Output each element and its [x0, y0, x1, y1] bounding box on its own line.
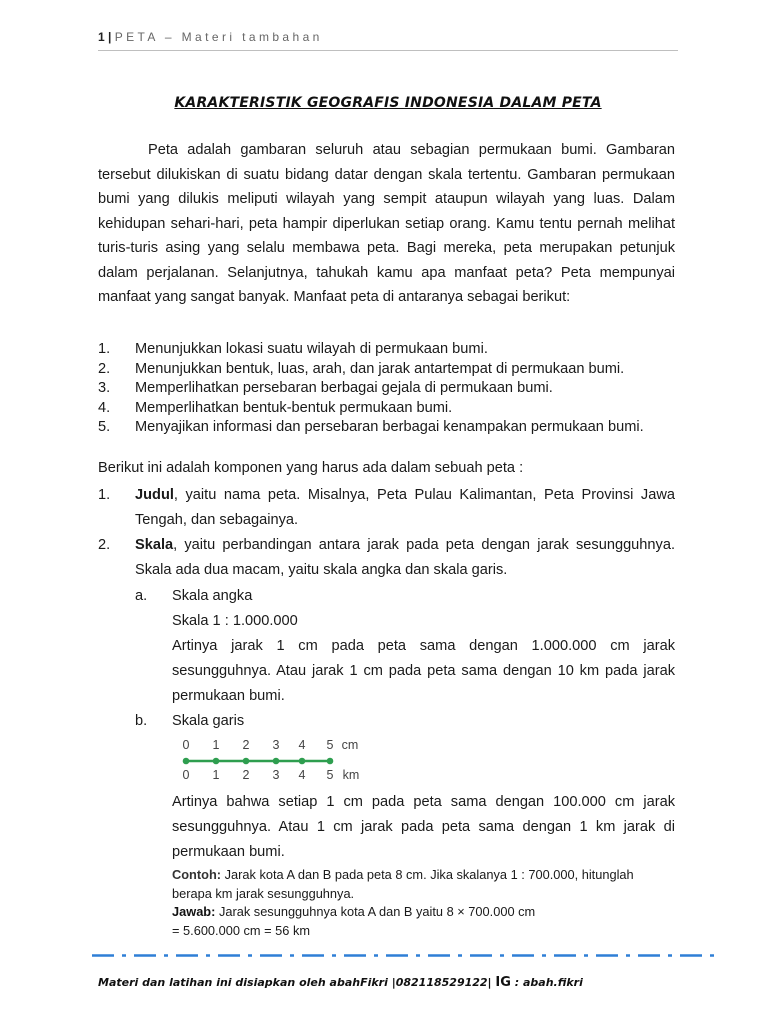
intro-paragraph: Peta adalah gambaran seluruh atau sebagian permukaan bumi. Gambaran tersebut dilukiskan di suatu bidang datar dengan skala tertentu. Gambaran permukaan bumi yang dilukis meliputi wilayah yang sempit ataupun wilayah yang luas. Dalam kehidupan sehari-hari, peta hampir diperlukan setiap orang. Kamu tentu pernah melihat turis-turis asing yang selalu membawa peta. Bagi mereka, peta merupakan petunjuk dalam perjalanan. Selanjutnya, tahukah kamu apa manfaat peta? Peta mempunyai manfaat yang sangat banyak. Manfaat peta di antaranya sebagai berikut: — [98, 142, 675, 305]
list-item: 1. Menunjukkan lokasi suatu wilayah di permukaan bumi. — [98, 341, 488, 357]
contoh-text: Jarak kota A dan B pada peta 8 cm. Jika skalanya 1 : 700.000, hitunglah berapa km jarak sesungguhnya. — [172, 867, 634, 901]
scale-tick-bottom: 2 — [242, 768, 250, 782]
jawab-result: = 5.600.000 cm = 56 km — [172, 922, 311, 938]
scale-tick-bottom: 0 — [182, 768, 190, 782]
judul-text: , yaitu nama peta. Misalnya, Peta Pulau Kalimantan, Peta Provinsi Jawa Tengah, dan sebagainya. — [135, 487, 675, 528]
scale-dot — [183, 758, 190, 765]
scale-tick-bottom: 4 — [298, 768, 306, 782]
scale-tick-top: 4 — [298, 738, 306, 752]
skala-angka-example: Skala 1 : 1.000.000 — [172, 613, 298, 629]
komponen-skala: 2. Skala, yaitu perbandingan antara jarak pada peta dengan jarak sesungguhnya. Skala ada dua macam, yaitu skala angka dan skala garis. — [98, 537, 675, 578]
scale-dot — [243, 758, 250, 765]
jawab-text: Jarak sesungguhnya kota A dan B yaitu 8 × 700.000 cm — [215, 904, 536, 919]
skala-garis-explanation-block — [135, 790, 675, 865]
skala-angka-section — [135, 584, 675, 709]
scale-dot — [327, 758, 334, 765]
scale-dot — [299, 758, 306, 765]
skala-angka-explanation: Artinya jarak 1 cm pada peta sama dengan 1.000.000 cm jarak sesungguhnya. Atau jarak 1 cm pada peta sama dengan 10 km pada jarak permukaan bumi. — [172, 638, 675, 704]
scale-tick-top: 0 — [182, 738, 190, 752]
page-number: 1 — [98, 30, 105, 44]
header-title: PETA – Materi tambahan — [114, 30, 323, 44]
skala-garis-label: Skala garis — [172, 713, 245, 729]
scale-tick-bottom: 1 — [212, 768, 220, 782]
skala-term: Skala — [135, 537, 174, 553]
scale-dot — [213, 758, 220, 765]
contoh-box — [172, 866, 677, 940]
skala-angka-label: Skala angka — [172, 588, 253, 604]
komponen-intro: Berikut ini adalah komponen yang harus ada dalam sebuah peta : — [98, 460, 524, 476]
scale-bar-graphic — [180, 736, 370, 784]
skala-angka-letter: a. — [135, 588, 148, 604]
contoh-label: Contoh: — [172, 867, 222, 882]
footer-text: Materi dan latihan ini disiapkan oleh abahFikri |082118529122| — [98, 976, 496, 989]
footer-ig-label: IG — [495, 975, 511, 990]
list-item: 4. Memperlihatkan bentuk-bentuk permukaan bumi. — [98, 399, 453, 416]
list-item: 3. Memperlihatkan persebaran berbagai gejala di permukaan bumi. — [98, 380, 553, 396]
page-header — [98, 30, 678, 51]
skala-garis-explanation: Artinya bahwa setiap 1 cm pada peta sama dengan 100.000 cm jarak sesungguhnya. Atau 1 cm jarak pada peta sama dengan 1 km jarak di permukaan bumi. — [172, 794, 675, 860]
header-separator: | — [108, 30, 112, 44]
scale-tick-top: 1 — [212, 738, 220, 752]
footer-dash-divider — [92, 954, 718, 957]
list-item: 2. Menunjukkan bentuk, luas, arah, dan jarak antartempat di permukaan bumi. — [98, 360, 625, 377]
scale-tick-bottom: 5 — [326, 768, 334, 782]
scale-unit-bottom: km — [342, 768, 360, 782]
skala-garis-section — [135, 709, 675, 734]
scale-tick-top: 5 — [326, 738, 334, 752]
skala-text: , yaitu perbandingan antara jarak pada peta dengan jarak sesungguhnya. Skala ada dua macam, yaitu skala angka dan skala garis. — [135, 537, 675, 578]
judul-term: Judul — [135, 487, 174, 503]
komponen-list — [98, 483, 675, 583]
page-footer — [98, 975, 583, 990]
scale-tick-top: 2 — [242, 738, 250, 752]
footer-ig-handle: : abah.fikri — [510, 976, 583, 989]
skala-garis-letter: b. — [135, 713, 148, 729]
scale-line — [183, 758, 334, 765]
scale-dot — [273, 758, 280, 765]
komponen-judul: 1. Judul, yaitu nama peta. Misalnya, Peta Pulau Kalimantan, Peta Provinsi Jawa Tengah, dan sebagainya. — [98, 487, 675, 528]
scale-tick-top: 3 — [272, 738, 280, 752]
scale-tick-bottom: 3 — [272, 768, 280, 782]
scale-unit-top: cm — [341, 738, 359, 752]
jawab-label: Jawab: — [172, 904, 216, 919]
document-title: KARAKTERISTIK GEOGRAFIS INDONESIA DALAM PETA — [174, 95, 602, 111]
manfaat-list — [98, 340, 675, 438]
list-item: 5. Menyajikan informasi dan persebaran berbagai kenampakan permukaan bumi. — [98, 419, 644, 435]
